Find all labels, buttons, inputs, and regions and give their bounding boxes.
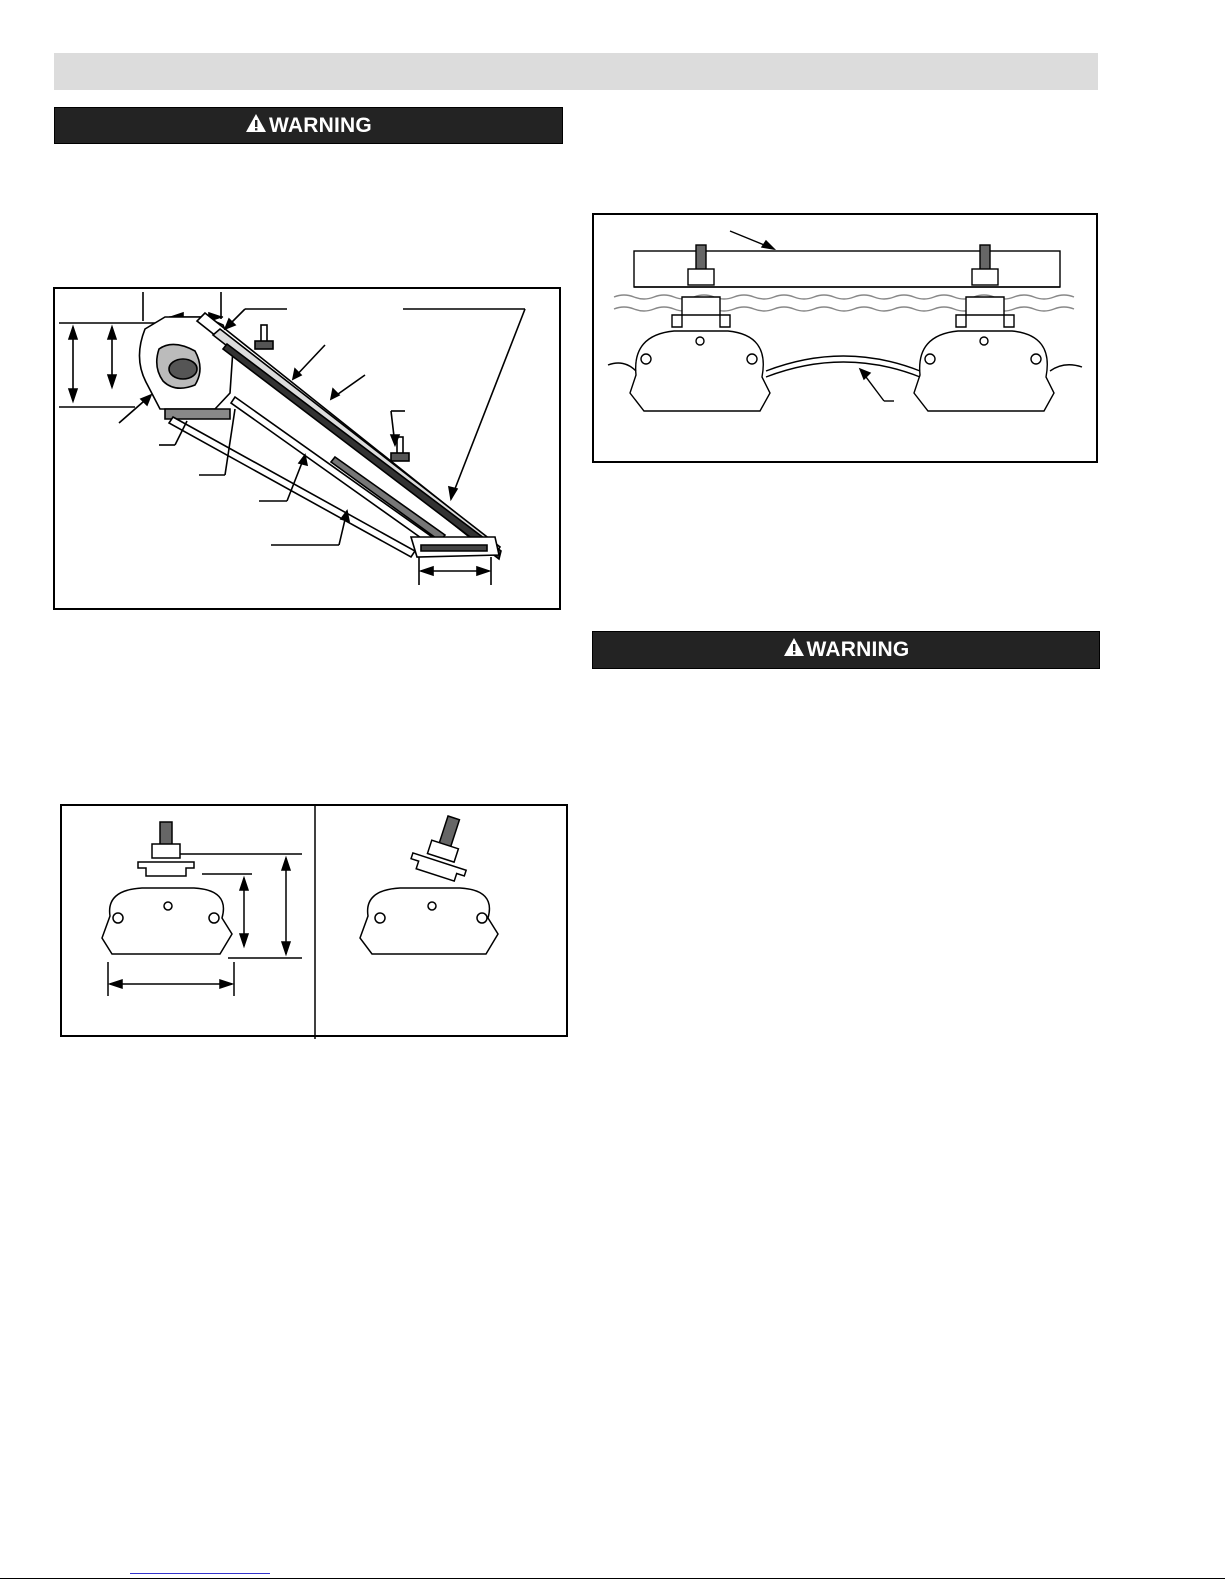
figure-conductor-assembly — [53, 287, 561, 610]
warning-label: WARNING — [806, 638, 910, 661]
hanger-clamp-illustration — [62, 806, 570, 1039]
figure-ceiling-mount — [592, 213, 1098, 463]
warning-banner-bottom — [592, 631, 1100, 669]
warning-triangle-icon — [245, 113, 267, 139]
warning-banner-top — [54, 107, 563, 144]
section-header-bar — [54, 53, 1098, 90]
footer-link-underline[interactable] — [130, 1573, 270, 1574]
warning-label: WARNING — [269, 113, 372, 137]
ceiling-mount-illustration — [594, 215, 1100, 465]
conductor-assembly-illustration — [55, 289, 563, 612]
warning-triangle-icon — [783, 637, 805, 663]
figure-hanger-clamps — [60, 804, 568, 1037]
footer-rule — [0, 1578, 1225, 1579]
